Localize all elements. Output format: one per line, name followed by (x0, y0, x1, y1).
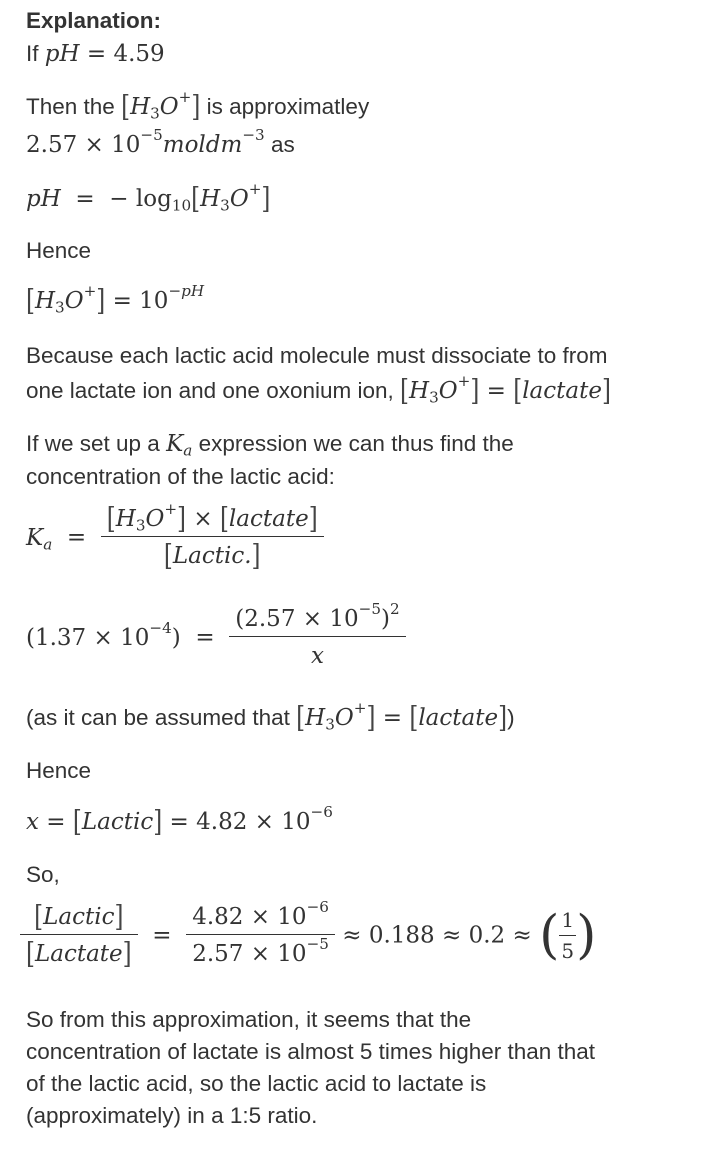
hence-label-2: Hence (26, 758, 92, 783)
ph-statement (26, 37, 165, 71)
ph-definition: pH = − $\log_{10}[H_3O^+]$ (26, 179, 271, 216)
conc-value: $2.57 \times 10^{-5}moldm^{-3}$ (26, 125, 265, 158)
ka-symbol: $K_a$ (166, 431, 193, 460)
conclusion-line-4: (approximately) in a 1:5 ratio. (26, 1103, 318, 1128)
heading: Explanation: (26, 8, 162, 33)
equality-expression: $[H_3O^+]$ = [lactate] (400, 371, 611, 408)
assumption-line: (as it can be assumed that $[H_3O^+]$ = [lactate]) (26, 698, 515, 735)
conclusion-line-3: of the lactic acid, so the lactic acid to lactate is (26, 1071, 487, 1096)
conc-line (26, 125, 295, 162)
conclusion-line-1: So from this approximation, it seems that the (26, 1007, 472, 1032)
ratio-rounded: 0.2 (468, 922, 506, 949)
ka-equation: $K_a$ = $\frac{[H_3O^+] \times [lactate]}{\text{[Lactic.]}}$ (26, 506, 324, 569)
then-line (26, 87, 370, 124)
one-fifth-fraction: $\frac{1}{5}$ (561, 908, 575, 963)
oxonium-formula: $[H_3O^+] = 10^{-pH}$ (26, 281, 205, 318)
because-line-2: one lactate ion and one oxonium ion, $[H_3O^+]$ = [lactate] (26, 371, 611, 408)
then-label: Then the (26, 94, 115, 119)
ka-intro-line-1: If we set up a $K_a$ expression we can thus find the (26, 431, 514, 460)
ka-substituted-equation: $(1.37 \times 10^{-4})$ = $\frac{(2.57 \times 10^{-5})^2}{x}$ (26, 606, 406, 669)
ph-equation: pH = 4.59 (44, 41, 165, 67)
because-line-1: Because each lactic acid molecule must dissociate to from (26, 343, 608, 368)
ka-fraction: $\frac{[H_3O^+] \times [lactate]}{\text{[Lactic.]}}$ (101, 506, 324, 569)
if-label: If (26, 41, 39, 66)
lactic-lactate-fraction: $\frac{\text{[Lactic]}}{\text{[Lactate]}}$ (20, 904, 138, 967)
ka-intro-line-2: concentration of the lactic acid: (26, 464, 335, 489)
ratio-value: 0.188 (368, 922, 435, 949)
hence-label-1: Hence (26, 238, 92, 263)
as-label: as (270, 132, 295, 157)
x-result: x = [Lactic] = $4.82 \times 10^{-6}$ (26, 802, 333, 839)
substituted-fraction: $\frac{(2.57 \times 10^{-5})^2}{x}$ (229, 606, 405, 669)
approx-label: is approximatley (206, 94, 370, 119)
conclusion-line-2: concentration of lactate is almost 5 times higher than that (26, 1039, 596, 1064)
so-label: So, (26, 862, 60, 887)
numeric-fraction: $\frac{4.82 \times 10^{-6}}{2.57 \times 10^{-5}}$ (186, 904, 335, 967)
ratio-equation: $\frac{\text{[Lactic]}}{\text{[Lactate]}}$ = $\frac{4.82 \times 10^{-6}}{2.57 \times 10^{-5}}$ ≈ 0.188 ≈ 0.2 ≈ ( $\frac{1}{5}$ ) (26, 904, 596, 967)
ph-value: 4.59 (113, 41, 165, 67)
oxonium-conc: $[H_3O^+]$ (121, 87, 201, 124)
